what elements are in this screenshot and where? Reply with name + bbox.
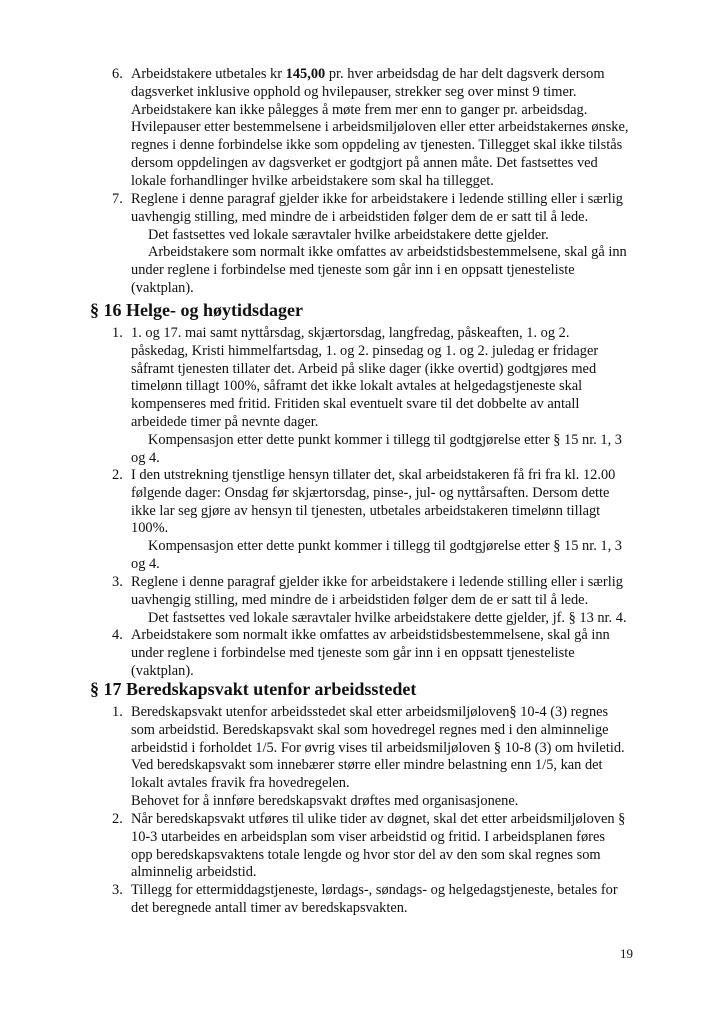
text-line: og 4. [131,555,160,572]
section16-item4 [131,627,643,680]
section15-item7 [131,191,643,298]
text-line: lokale forhandlinger hvilke arbeidstakere som skal ha tillegget. [131,172,494,189]
text-line: Hvilepauser etter bestemmelsene i arbeidsmiljøloven eller etter arbeidstakernes ønske, [131,119,629,136]
text-fragment: Arbeidstakere utbetales kr [131,66,286,82]
text-line: Beredskapsvakt utenfor arbeidsstedet skal etter arbeidsmiljøloven§ 10-4 (3) regnes [131,704,609,720]
text-line: som arbeidstid. Beredskapsvakt skal som hovedregel regnes med i den alminnelige [131,721,609,738]
text-line: og 4. [131,449,160,466]
list-number: 2. [112,467,123,483]
section17-item3 [131,882,643,918]
text-line: såframt tjenesten tillater det. Arbeid på slike dager (ikke overtid) godtgjøres med [131,360,597,377]
text-line: Arbeidstakere som normalt ikke omfattes av arbeidstidsbestemmelsene, skal gå inn [148,244,627,261]
list-number: 4. [112,627,123,643]
section-heading: § 17 Beredskapsvakt utenfor arbeidsstedet [90,679,417,699]
section17-item2 [131,811,643,882]
text-line: kompenseres med fritid. Fritiden skal eventuelt svare til det dobbelte av antall [131,396,580,413]
text-line: følgende dager: Onsdag før skjærtorsdag, pinse-, jul- og nyttårsaften. Dersom dette [131,484,610,501]
text-line: Ved beredskapsvakt som innebærer større eller mindre belastning enn 1/5, kan det [131,757,603,774]
section-heading: § 16 Helge- og høytidsdager [90,300,303,320]
text-line: I den utstrekning tjenstlige hensyn tillater det, skal arbeidstakeren få fri fra kl. 12.00 [131,467,616,483]
text-line: Kompensasjon etter dette punkt kommer i tillegg til godtgjørelse etter § 15 nr. 1, 3 [148,431,622,448]
text-line: Arbeidstakere kan ikke pålegges å møte frem mer enn to ganger pr. arbeidsdag. [131,101,588,118]
list-number: 3. [112,882,123,898]
text-fragment: pr. hver arbeidsdag de har delt dagsverk dersom [325,66,605,82]
text-line: opp beredskapsvaktens totale lengde og hvor stor del av den som skal regnes som [131,846,601,863]
text-line: (vaktplan). [131,279,194,296]
text-line: påskedag, Kristi himmelfartsdag, 1. og 2. pinsedag og 1. og 2. juledag er fridager [131,342,599,359]
text-line: uavhengig stilling, med mindre de i arbeidstiden følger dem de er satt til å lede. [131,591,589,608]
list-number: 7. [112,191,123,207]
text-line: Det fastsettes ved lokale særavtaler hvilke arbeidstakere dette gjelder. [148,226,549,243]
text-line: arbeidede timer på nevnte dager. [131,413,319,430]
text-line: arbeidstid i forholdet 1/5. For øvrig vises til arbeidsmiljøloven § 10-8 (3) om hviletid. [131,739,625,756]
text-line: dagsverket inklusive opphold og hvilepauser, strekker seg over minst 9 timer. [131,83,577,100]
amount-value: 145,00 [285,66,326,82]
list-number: 6. [112,66,123,82]
text-line: ikke lar seg gjøre av hensyn til tjenesten, utbetales arbeidstakeren timelønn tillagt [131,502,601,519]
list-number: 1. [112,325,123,341]
text-line: Behovet for å innføre beredskapsvakt drøftes med organisasjonene. [131,792,519,809]
text-line: Når beredskapsvakt utføres til ulike tider av døgnet, skal det etter arbeidsmiljøloven § [131,811,626,827]
section15-item6 [131,66,643,191]
page-number: 19 [620,946,633,961]
section16-item1 [131,325,643,467]
text-line: lokalt avtales fravik fra hovedregelen. [131,775,350,792]
text-line: under reglene i forbindelse med tjeneste som går inn i en oppsatt tjenesteliste [131,644,575,661]
text-line: Reglene i denne paragraf gjelder ikke for arbeidstakere i ledende stilling eller i særlig [131,574,623,590]
list-number: 1. [112,704,123,720]
text-line: uavhengig stilling, med mindre de i arbeidstiden følger dem de er satt til å lede. [131,208,589,225]
text-line: alminnelig arbeidstid. [131,864,257,881]
list-number: 3. [112,574,123,590]
text-line: 10-3 utarbeides en arbeidsplan som viser arbeidstid og fritid. I arbeidsplanen føres [131,828,605,845]
text-line [131,66,643,84]
text-line: det beregnede antall timer av beredskapsvakten. [131,899,408,916]
text-line: 100%. [131,520,169,537]
text-line: dersom oppdelingen av dagsverket er godtgjort på annen måte. Det fastsettes ved [131,154,598,171]
text-line: Arbeidstakere som normalt ikke omfattes av arbeidstidsbestemmelsene, skal gå inn [131,627,610,643]
text-line: (vaktplan). [131,662,194,679]
text-line: Kompensasjon etter dette punkt kommer i tillegg til godtgjørelse etter § 15 nr. 1, 3 [148,538,622,555]
text-line: Tillegg for ettermiddagstjeneste, lørdags-, søndags- og helgedagstjeneste, betales for [131,882,618,898]
text-line: regnes i denne forbindelse ikke som oppdeling av tjenesten. Tillegget skal ikke tilstås [131,137,623,154]
text-line: timelønn tillagt 100%, såframt det ikke lokalt avtales at helgedagstjeneste skal [131,378,583,395]
text-line: 1. og 17. mai samt nyttårsdag, skjærtorsdag, langfredag, påskeaften, 1. og 2. [131,325,570,341]
text-line: Det fastsettes ved lokale særavtaler hvilke arbeidstakere dette gjelder, jf. § 13 nr. 4. [148,609,627,626]
text-line: under reglene i forbindelse med tjeneste som går inn i en oppsatt tjenesteliste [131,262,575,279]
text-line: Reglene i denne paragraf gjelder ikke for arbeidstakere i ledende stilling eller i særlig [131,191,623,207]
section16-item2 [131,467,643,574]
list-number: 2. [112,811,123,827]
section17-item1 [131,704,643,811]
section16-item3 [131,574,643,627]
